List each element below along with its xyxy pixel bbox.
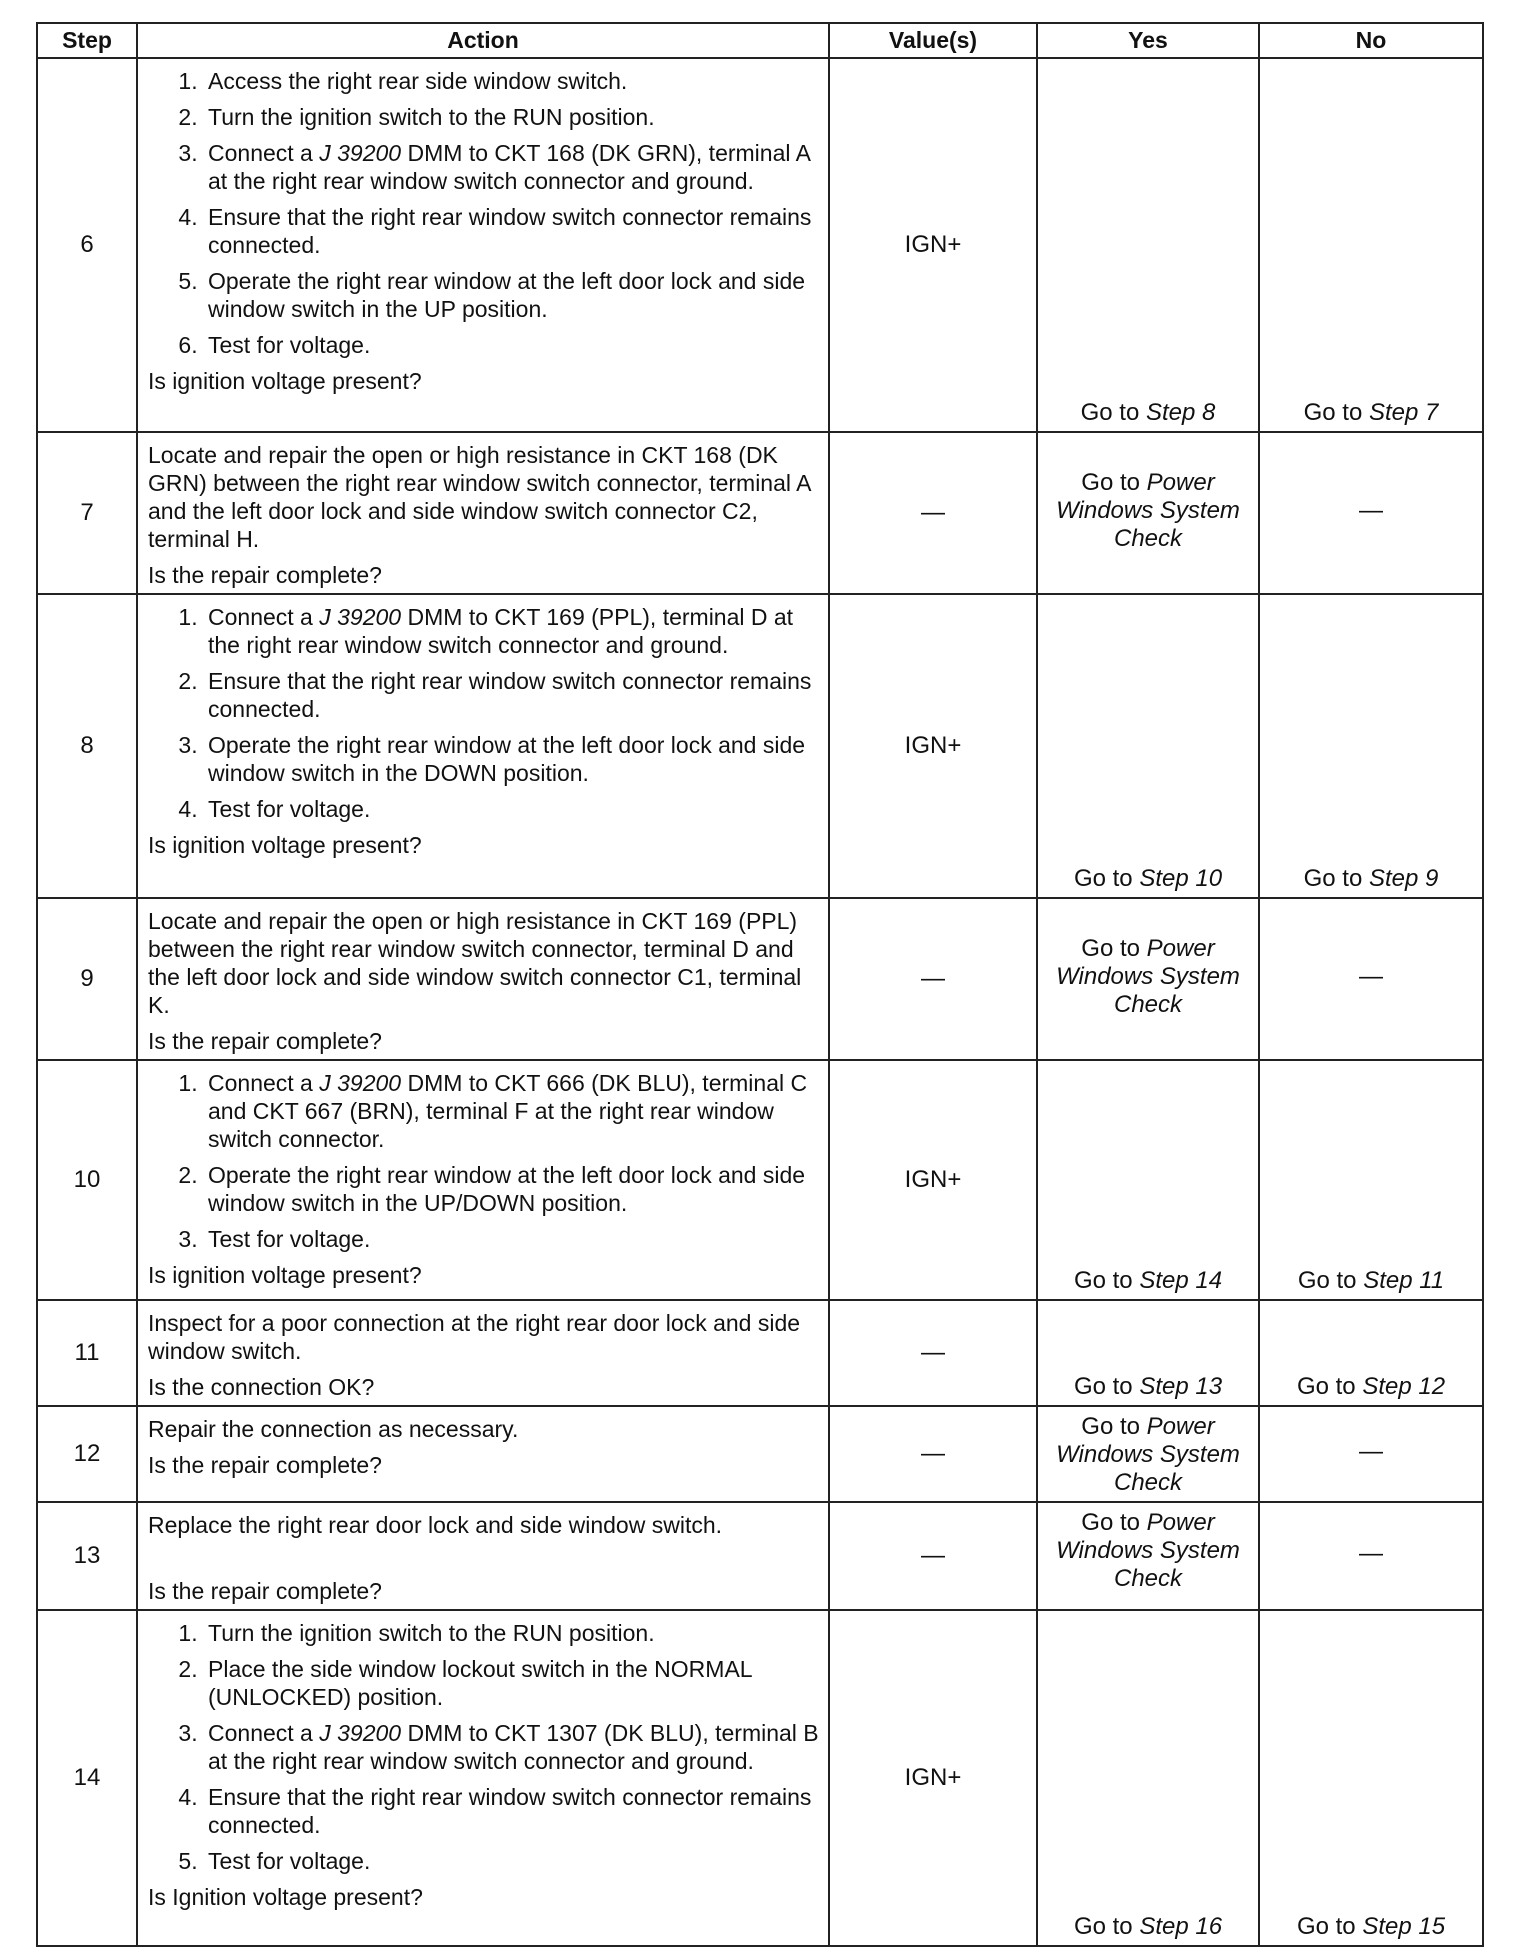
table-row: [37, 1406, 1483, 1502]
no-cell: —: [1259, 432, 1483, 594]
action-cell: [137, 594, 829, 898]
yes-cell: [1037, 1502, 1259, 1610]
goto-target: Step 8: [1145, 399, 1216, 426]
no-cell: —: [1259, 1406, 1483, 1502]
value-cell: —: [829, 1502, 1037, 1610]
yes-cell: [1037, 1060, 1259, 1300]
yes-cell: [1037, 58, 1259, 432]
action-text: Ensure that the right rear window switch connector remains connected.: [208, 204, 812, 258]
action-text: Test for voltage.: [208, 332, 371, 358]
action-step: [204, 1719, 820, 1775]
value-cell: IGN+: [829, 594, 1037, 898]
action-paragraph: Replace the right rear door lock and side window switch.: [148, 1512, 723, 1538]
tool-name: J 39200: [319, 140, 402, 166]
header-action: Action: [137, 23, 829, 58]
goto-target: Step 7: [1368, 399, 1439, 426]
goto-text: Go to: [1073, 865, 1140, 892]
action-text: Connect a: [208, 1070, 320, 1096]
value-cell: —: [829, 1300, 1037, 1406]
goto-text: Go to: [1081, 1413, 1147, 1440]
step-number: 7: [37, 432, 137, 594]
action-step: [204, 731, 820, 787]
no-cell: [1259, 1060, 1483, 1300]
yes-cell: [1037, 1300, 1259, 1406]
action-text: Access the right rear side window switch.: [208, 68, 628, 94]
goto-text: Go to: [1296, 1913, 1363, 1940]
goto-text: Go to: [1081, 935, 1147, 962]
goto-target: Step 9: [1368, 865, 1439, 892]
table-row: [37, 898, 1483, 1060]
value-cell: —: [829, 432, 1037, 594]
action-cell: [137, 432, 829, 594]
question: Is the connection OK?: [148, 1374, 375, 1400]
action-text: DMM to CKT 1307 (DK BLU), terminal B at the right rear window switch connector and ground.: [208, 1720, 819, 1774]
action-text: DMM to CKT 666 (DK BLU), terminal C and CKT 667 (BRN), terminal F at the right rear window switch connector.: [208, 1070, 808, 1152]
action-cell: [137, 1406, 829, 1502]
goto-text: Go to: [1303, 865, 1369, 892]
step-number: 14: [37, 1610, 137, 1946]
goto-target: Step 10: [1139, 865, 1223, 892]
step-number: 8: [37, 594, 137, 898]
action-step: [204, 603, 820, 659]
question: Is ignition voltage present?: [148, 832, 422, 858]
step-number: 9: [37, 898, 137, 1060]
action-text: Ensure that the right rear window switch connector remains connected.: [208, 1784, 812, 1838]
step-number: 13: [37, 1502, 137, 1610]
step-number: 11: [37, 1300, 137, 1406]
no-cell: [1259, 58, 1483, 432]
question: Is the repair complete?: [148, 1028, 382, 1054]
goto-text: Go to: [1073, 1913, 1140, 1940]
action-cell: [137, 1610, 829, 1946]
action-paragraph: Locate and repair the open or high resistance in CKT 169 (PPL) between the right rear window switch connector, terminal D and the left door lock and side window switch connector C1, terminal K.: [148, 908, 802, 1018]
action-step: [204, 1161, 820, 1217]
table-row: [37, 432, 1483, 594]
diagnostic-table: [36, 22, 1484, 1947]
goto-target: Power Windows System Check: [1056, 935, 1240, 1018]
action-step: [204, 103, 820, 131]
question: Is the repair complete?: [148, 562, 382, 588]
value-cell: IGN+: [829, 58, 1037, 432]
goto-target: Step 13: [1139, 1373, 1223, 1400]
action-step: [204, 331, 820, 359]
goto-target: Power Windows System Check: [1056, 1413, 1240, 1496]
action-step: [204, 795, 820, 823]
goto-target: Step 11: [1363, 1267, 1445, 1294]
value-cell: —: [829, 898, 1037, 1060]
yes-cell: [1037, 1610, 1259, 1946]
table-row: [37, 1060, 1483, 1300]
action-steps: [148, 67, 820, 359]
step-number: 10: [37, 1060, 137, 1300]
header-row: [37, 23, 1483, 58]
action-cell: [137, 1300, 829, 1406]
action-paragraph: Inspect for a poor connection at the right rear door lock and side window switch.: [148, 1310, 801, 1364]
action-paragraph: Locate and repair the open or high resistance in CKT 168 (DK GRN) between the right rear window switch connector, terminal A and the left door lock and side window switch connector C2, terminal H.: [148, 442, 811, 552]
action-text: Place the side window lockout switch in the NORMAL (UNLOCKED) position.: [208, 1656, 752, 1710]
value-cell: —: [829, 1406, 1037, 1502]
action-text: Connect a: [208, 604, 320, 630]
yes-cell: [1037, 1406, 1259, 1502]
action-cell: [137, 898, 829, 1060]
action-step: [204, 67, 820, 95]
goto-text: Go to: [1080, 399, 1146, 426]
header-values: Value(s): [829, 23, 1037, 58]
action-text: Operate the right rear window at the left door lock and side window switch in the UP position.: [208, 268, 806, 322]
action-step: [204, 1655, 820, 1711]
table-row: [37, 594, 1483, 898]
no-cell: [1259, 1300, 1483, 1406]
table-row: [37, 1610, 1483, 1946]
action-steps: [148, 603, 820, 823]
tool-name: J 39200: [319, 604, 402, 630]
action-step: [204, 1847, 820, 1875]
action-text: Turn the ignition switch to the RUN position.: [208, 1620, 655, 1646]
action-text: Test for voltage.: [208, 796, 371, 822]
question: Is Ignition voltage present?: [148, 1884, 423, 1910]
no-cell: [1259, 1610, 1483, 1946]
action-step: [204, 1069, 820, 1153]
action-step: [204, 1225, 820, 1253]
action-step: [204, 1619, 820, 1647]
tool-name: J 39200: [319, 1070, 402, 1096]
header-yes: Yes: [1037, 23, 1259, 58]
action-text: DMM to CKT 168 (DK GRN), terminal A at the right rear window switch connector and ground.: [208, 140, 810, 194]
question: Is the repair complete?: [148, 1452, 382, 1478]
action-step: [204, 267, 820, 323]
header-step: Step: [37, 23, 137, 58]
goto-text: Go to: [1073, 1267, 1140, 1294]
action-paragraph: Repair the connection as necessary.: [148, 1416, 519, 1442]
action-text: Ensure that the right rear window switch connector remains connected.: [208, 668, 812, 722]
goto-text: Go to: [1303, 399, 1369, 426]
action-text: Operate the right rear window at the left door lock and side window switch in the UP/DOWN position.: [208, 1162, 806, 1216]
action-steps: [148, 1619, 820, 1875]
table-row: [37, 1300, 1483, 1406]
table-body: [37, 58, 1483, 1946]
yes-cell: [1037, 898, 1259, 1060]
action-step: [204, 667, 820, 723]
goto-target: Step 14: [1139, 1267, 1223, 1294]
action-step: [204, 203, 820, 259]
goto-target: Step 16: [1139, 1913, 1223, 1940]
action-step: [204, 1783, 820, 1839]
action-text: DMM to CKT 169 (PPL), terminal D at the right rear window switch connector and ground.: [208, 604, 794, 658]
action-text: Test for voltage.: [208, 1226, 371, 1252]
no-cell: —: [1259, 898, 1483, 1060]
value-cell: IGN+: [829, 1060, 1037, 1300]
value-cell: IGN+: [829, 1610, 1037, 1946]
action-text: Connect a: [208, 140, 320, 166]
goto-text: Go to: [1073, 1373, 1140, 1400]
action-cell: [137, 1502, 829, 1610]
action-text: Turn the ignition switch to the RUN position.: [208, 104, 655, 130]
header-no: No: [1259, 23, 1483, 58]
step-number: 6: [37, 58, 137, 432]
goto-text: Go to: [1081, 1509, 1147, 1536]
no-cell: [1259, 594, 1483, 898]
tool-name: J 39200: [319, 1720, 402, 1746]
action-text: Operate the right rear window at the left door lock and side window switch in the DOWN position.: [208, 732, 806, 786]
action-steps: [148, 1069, 820, 1253]
goto-target: Step 15: [1362, 1913, 1446, 1940]
yes-cell: [1037, 594, 1259, 898]
spacer: [148, 1547, 820, 1575]
action-text: Test for voltage.: [208, 1848, 371, 1874]
goto-text: Go to: [1081, 469, 1147, 496]
action-text: Connect a: [208, 1720, 320, 1746]
action-cell: [137, 1060, 829, 1300]
no-cell: —: [1259, 1502, 1483, 1610]
table-row: [37, 58, 1483, 432]
goto-target: Step 12: [1362, 1373, 1446, 1400]
goto-target: Power Windows System Check: [1056, 469, 1240, 552]
table-row: [37, 1502, 1483, 1610]
action-step: [204, 139, 820, 195]
goto-text: Go to: [1297, 1267, 1364, 1294]
yes-cell: [1037, 432, 1259, 594]
question: Is ignition voltage present?: [148, 1262, 422, 1288]
action-cell: [137, 58, 829, 432]
question: Is the repair complete?: [148, 1578, 382, 1604]
goto-target: Power Windows System Check: [1056, 1509, 1240, 1592]
question: Is ignition voltage present?: [148, 368, 422, 394]
step-number: 12: [37, 1406, 137, 1502]
goto-text: Go to: [1296, 1373, 1363, 1400]
